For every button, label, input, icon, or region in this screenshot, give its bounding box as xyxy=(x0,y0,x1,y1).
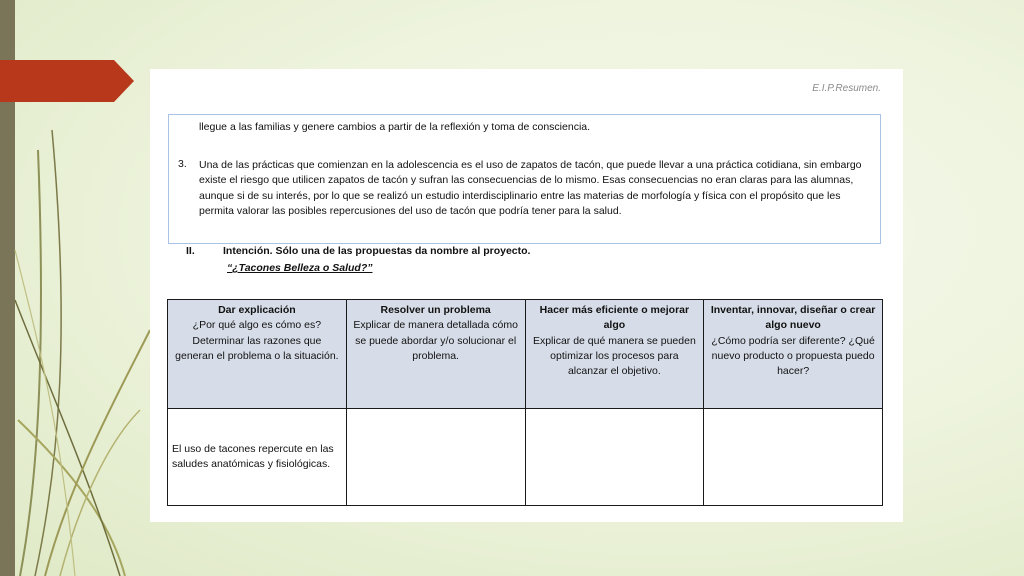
table-header-row xyxy=(168,300,883,409)
highlighted-text-box xyxy=(168,114,881,244)
header-description: ¿Cómo podría ser diferente? ¿Qué nuevo producto o propuesta puedo hacer? xyxy=(711,334,875,378)
header-description: ¿Por qué algo es cómo es? Determinar las razones que generan el problema o la situación. xyxy=(175,319,339,362)
intention-table xyxy=(167,299,883,506)
table-header-cell xyxy=(525,300,704,409)
header-title: Hacer más eficiente o mejorar algo xyxy=(539,304,690,332)
header-title: Resolver un problema xyxy=(380,304,491,316)
header-description: Explicar de qué manera se pueden optimizar los procesos para alcanzar el objetivo. xyxy=(532,334,696,378)
continuation-line: llegue a las familias y genere cambios a partir de la reflexión y toma de consciencia. xyxy=(199,121,591,133)
list-number: 3. xyxy=(178,158,187,170)
red-arrow-tab xyxy=(0,60,134,102)
section-heading: Intención. Sólo una de las propuestas da nombre al proyecto. xyxy=(223,245,531,257)
table-header-cell xyxy=(704,300,883,409)
project-title: “¿Tacones Belleza o Salud?” xyxy=(227,262,373,274)
list-item-paragraph: Una de las prácticas que comienzan en la adolescencia es el uso de zapatos de tacón, que puede llevar a una práctica cotidiana, sin embargo existe el riesgo que utilicen zapatos de tacón y sufran las consecuencias de lo mismo. Esas consecuencias no eran claras para las alumnas, aunque si de su interés, por lo que se realizó un estudio interdisciplinario entre las materias de morfología y física con el propósito que les permita valorar las posibles repercusiones del uso de tacón que podría tener para la salud. xyxy=(199,159,862,217)
table-cell xyxy=(704,409,883,506)
section-number: II. xyxy=(186,245,195,257)
document-page xyxy=(150,69,903,522)
header-title: Inventar, innovar, diseñar o crear algo nuevo xyxy=(710,304,876,332)
table-cell: El uso de tacones repercute en las saludes anatómicas y fisiológicas. xyxy=(168,409,347,506)
table-row xyxy=(168,409,883,506)
table-cell xyxy=(346,409,525,506)
header-title: Dar explicación xyxy=(218,304,296,316)
table-header-cell xyxy=(168,300,347,409)
document-header: E.I.P.Resumen. xyxy=(812,83,881,94)
table-header-cell xyxy=(346,300,525,409)
header-description: Explicar de manera detallada cómo se puede abordar y/o solucionar el problema. xyxy=(353,319,518,362)
table-cell xyxy=(525,409,704,506)
